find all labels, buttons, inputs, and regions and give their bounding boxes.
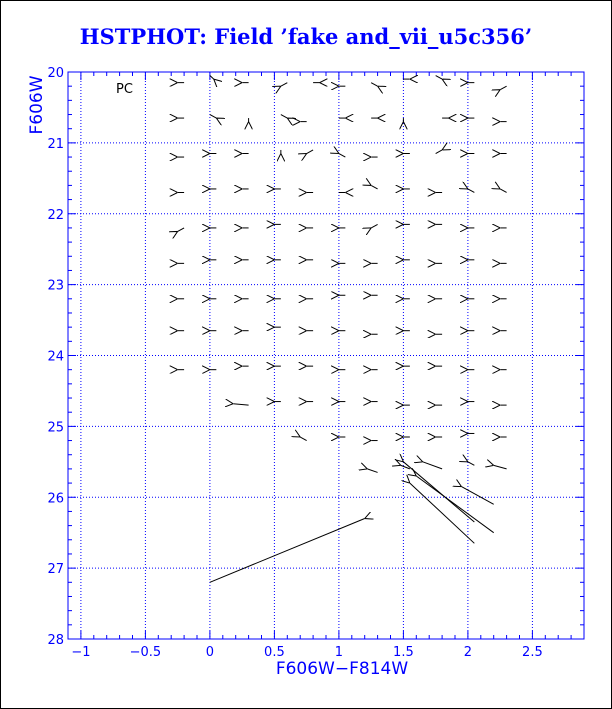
offset-vector [210,115,216,119]
offset-vector [210,519,365,583]
y-tick-label: 27 [47,562,64,578]
y-tick-label: 21 [47,136,64,152]
offset-vector [281,115,287,119]
offset-vector [468,462,474,466]
offset-vector [423,462,442,469]
offset-vector [339,154,345,158]
y-tick-label: 22 [47,207,64,223]
offset-vector [436,76,442,80]
offset-vector [416,476,493,533]
y-axis-label: F606W [27,75,47,135]
y-tick-label: 26 [47,491,64,507]
x-tick-label: 2.5 [522,645,543,660]
x-tick-label: 0 [205,645,215,660]
offset-vector [461,487,493,505]
offset-vector [210,76,214,80]
offset-vector [307,150,313,154]
offset-vector [468,189,474,193]
offset-vector [494,465,507,469]
axes-layer [47,66,584,660]
offset-vector [178,228,184,232]
offset-vector [371,224,377,228]
offset-vector [233,404,248,405]
x-tick-label: 0.5 [264,645,285,660]
offset-vector [436,150,442,154]
offset-vector [500,189,506,193]
y-tick-label: 25 [47,420,64,436]
y-tick-label: 24 [47,349,64,365]
chart-title: HSTPHOT: Field ’fake and_vii_u5c356’ [79,24,533,49]
vectors-layer [178,76,507,583]
offset-vector [371,185,377,189]
x-tick-label: −1 [71,645,91,660]
x-tick-label: 2 [463,645,473,660]
panel-label: PC [116,82,133,97]
offset-vector [367,469,377,473]
x-tick-label: 1 [334,645,344,660]
x-tick-label: −0.5 [129,645,162,660]
y-tick-label: 23 [47,278,64,294]
offset-vector [371,83,377,87]
offset-vector [403,462,474,522]
x-axis-label: F606W−F814W [275,659,409,679]
offset-vector [300,437,306,441]
x-tick-label: 1.5 [393,645,414,660]
y-tick-label: 20 [47,66,64,81]
offset-vector [500,86,506,90]
y-tick-label: 28 [47,633,64,648]
offset-vector [281,83,287,87]
grid-layer [68,72,584,639]
